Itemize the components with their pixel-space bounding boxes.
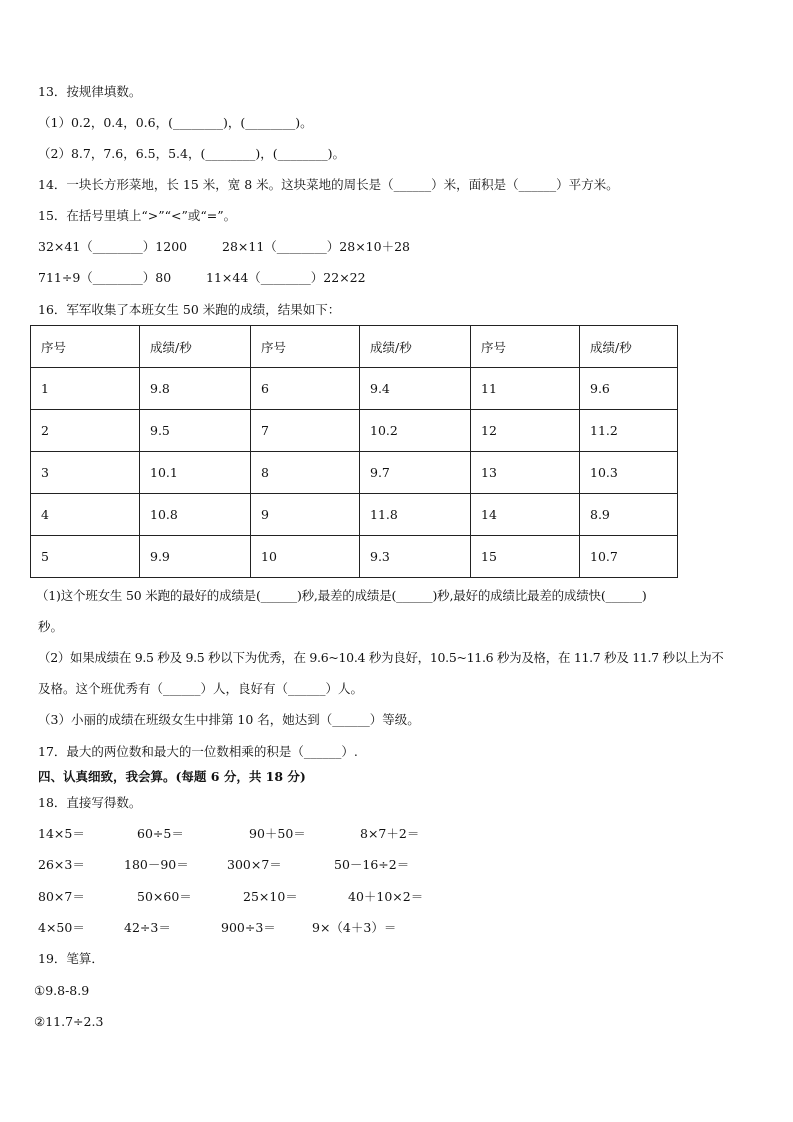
q17-text: 17．最大的两位数和最大的一位数相乘的积是（______）. bbox=[38, 744, 358, 759]
calc-item: 4×50＝ bbox=[38, 920, 85, 935]
table-cell: 6 bbox=[251, 368, 360, 410]
q16-title: 16．军军收集了本班女生 50 米跑的成绩，结果如下： bbox=[38, 302, 341, 317]
table-cell: 9.8 bbox=[140, 368, 251, 410]
table-cell: 2 bbox=[31, 410, 140, 452]
calc-item: 50－16÷2＝ bbox=[334, 857, 410, 872]
table-cell: 11.8 bbox=[360, 494, 471, 536]
table-cell: 1 bbox=[31, 368, 140, 410]
table-cell: 5 bbox=[31, 536, 140, 578]
q18-title: 18．直接写得数。 bbox=[38, 795, 142, 810]
q15-item-4: 11×44（________）22×22 bbox=[206, 270, 366, 285]
calc-item: 42÷3＝ bbox=[124, 920, 171, 935]
scores-table bbox=[30, 325, 678, 578]
q16-sub1-line2: 秒。 bbox=[38, 619, 64, 634]
table-cell: 11 bbox=[471, 368, 580, 410]
calc-item: 180－90＝ bbox=[124, 857, 189, 872]
calc-item: 8×7＋2＝ bbox=[360, 826, 420, 841]
table-cell: 9.3 bbox=[360, 536, 471, 578]
q13-line1: （1）0.2，0.4，0.6，(________)，(________)。 bbox=[38, 115, 313, 130]
calc-item: 25×10＝ bbox=[243, 889, 298, 904]
table-cell: 4 bbox=[31, 494, 140, 536]
table-row bbox=[31, 368, 678, 410]
calc-item: 40＋10×2＝ bbox=[348, 889, 424, 904]
table-cell: 11.2 bbox=[580, 410, 678, 452]
table-header-cell: 成绩/秒 bbox=[360, 326, 471, 368]
calc-item: 90＋50＝ bbox=[249, 826, 306, 841]
table-row bbox=[31, 494, 678, 536]
table-cell: 15 bbox=[471, 536, 580, 578]
q19-item-1: ①9.8-8.9 bbox=[34, 983, 90, 998]
calc-item: 900÷3＝ bbox=[221, 920, 276, 935]
table-cell: 10.8 bbox=[140, 494, 251, 536]
table-cell: 3 bbox=[31, 452, 140, 494]
table-header-cell: 序号 bbox=[471, 326, 580, 368]
q15-item-2: 28×11（________）28×10＋28 bbox=[222, 239, 410, 254]
table-row bbox=[31, 410, 678, 452]
table-header-cell: 序号 bbox=[31, 326, 140, 368]
table-cell: 8 bbox=[251, 452, 360, 494]
q14-text: 14．一块长方形菜地，长 15 米，宽 8 米。这块菜地的周长是（______）米，面积是（______）平方米。 bbox=[38, 177, 619, 192]
table-cell: 14 bbox=[471, 494, 580, 536]
table-cell: 10.1 bbox=[140, 452, 251, 494]
calc-item: 60÷5＝ bbox=[137, 826, 184, 841]
q15-item-3: 711÷9（________）80 bbox=[38, 270, 172, 285]
table-cell: 8.9 bbox=[580, 494, 678, 536]
q15-item-1: 32×41（________）1200 bbox=[38, 239, 188, 254]
table-row bbox=[31, 452, 678, 494]
q19-title: 19．笔算． bbox=[38, 951, 104, 966]
table-cell: 9.4 bbox=[360, 368, 471, 410]
calc-item: 300×7＝ bbox=[227, 857, 282, 872]
q16-sub1-line1: （1)这个班女生 50 米跑的最好的成绩是(______)秒,最差的成绩是(______)秒,最好的成绩比最差的成绩快(______) bbox=[36, 588, 647, 603]
table-header-row bbox=[31, 326, 678, 368]
calc-item: 14×5＝ bbox=[38, 826, 85, 841]
table-row bbox=[31, 536, 678, 578]
calc-item: 9×（4＋3）＝ bbox=[312, 920, 397, 935]
table-cell: 10.7 bbox=[580, 536, 678, 578]
table-cell: 9.5 bbox=[140, 410, 251, 452]
table-cell: 7 bbox=[251, 410, 360, 452]
table-cell: 12 bbox=[471, 410, 580, 452]
table-header-cell: 成绩/秒 bbox=[140, 326, 251, 368]
section-heading: 四、认真细致，我会算。(每题 6 分，共 18 分) bbox=[38, 769, 306, 784]
calc-item: 80×7＝ bbox=[38, 889, 85, 904]
table-cell: 10 bbox=[251, 536, 360, 578]
q13-title: 13．按规律填数。 bbox=[38, 84, 142, 99]
q16-sub2-line2: 及格。这个班优秀有（______）人，良好有（______）人。 bbox=[38, 681, 364, 696]
table-header-cell: 成绩/秒 bbox=[580, 326, 678, 368]
q19-item-2: ②11.7÷2.3 bbox=[34, 1014, 104, 1029]
table-cell: 9.9 bbox=[140, 536, 251, 578]
table-cell: 13 bbox=[471, 452, 580, 494]
table-cell: 10.2 bbox=[360, 410, 471, 452]
q16-sub2-line1: （2）如果成绩在 9.5 秒及 9.5 秒以下为优秀，在 9.6~10.4 秒为良好，10.5~11.6 秒为及格，在 11.7 秒及 11.7 秒以上为不 bbox=[38, 650, 724, 665]
table-cell: 9.6 bbox=[580, 368, 678, 410]
table-cell: 9.7 bbox=[360, 452, 471, 494]
calc-item: 26×3＝ bbox=[38, 857, 85, 872]
table-cell: 9 bbox=[251, 494, 360, 536]
calc-item: 50×60＝ bbox=[137, 889, 192, 904]
table-header-cell: 序号 bbox=[251, 326, 360, 368]
q13-line2: （2）8.7，7.6，6.5，5.4，(________)，(________)。 bbox=[38, 146, 345, 161]
table-cell: 10.3 bbox=[580, 452, 678, 494]
q16-sub3: （3）小丽的成绩在班级女生中排第 10 名，她达到（______）等级。 bbox=[38, 712, 420, 727]
q15-title: 15．在括号里填上“>”“<”或“=”。 bbox=[38, 208, 237, 223]
